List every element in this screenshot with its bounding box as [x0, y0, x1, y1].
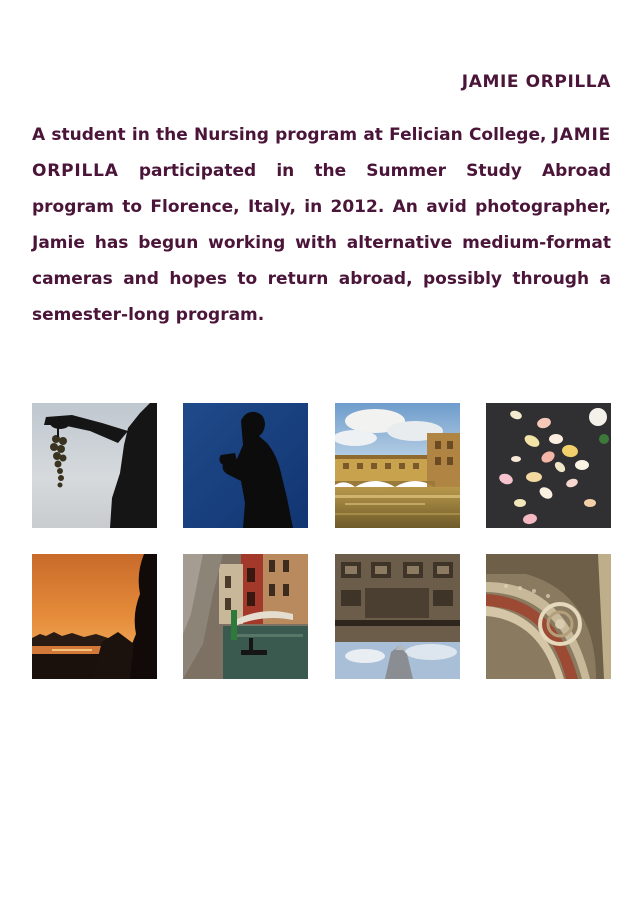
photo-ponte-vecchio[interactable]: [335, 403, 460, 528]
photo-venice-canal[interactable]: [183, 554, 308, 679]
statue-blue-sky-image: [183, 403, 308, 528]
bio-text-intro: A student in the Nursing program at Felician College,: [32, 125, 553, 145]
statue-grapes-image: [32, 403, 157, 528]
biography-paragraph: [32, 117, 611, 333]
photo-statue-blue-sky[interactable]: [183, 403, 308, 528]
sunset-river-image: [32, 554, 157, 679]
bio-text-body: participated in the Summer Study Abroad program to Florence, Italy, in 2012. An avid photographer, Jamie has begun working with alternative medium-format cameras and hopes to return abroad, possibly through a semester-long program.: [32, 161, 611, 325]
ponte-vecchio-image: [335, 403, 460, 528]
venice-canal-image: [183, 554, 308, 679]
photo-flower-petals[interactable]: [486, 403, 611, 528]
ornate-architecture-image: [486, 554, 611, 679]
sculpted-ceiling-image: [335, 554, 460, 679]
author-name-heading: JAMIE ORPILLA: [461, 72, 611, 92]
photo-gallery: [32, 403, 612, 679]
photo-sunset-river[interactable]: [32, 554, 157, 679]
photo-statue-grapes[interactable]: [32, 403, 157, 528]
photo-sculpted-ceiling[interactable]: [335, 554, 460, 679]
bio-student-name: JAMIE ORPILLA: [32, 125, 611, 181]
photo-ornate-architecture[interactable]: [486, 554, 611, 679]
flower-petals-image: [486, 403, 611, 528]
